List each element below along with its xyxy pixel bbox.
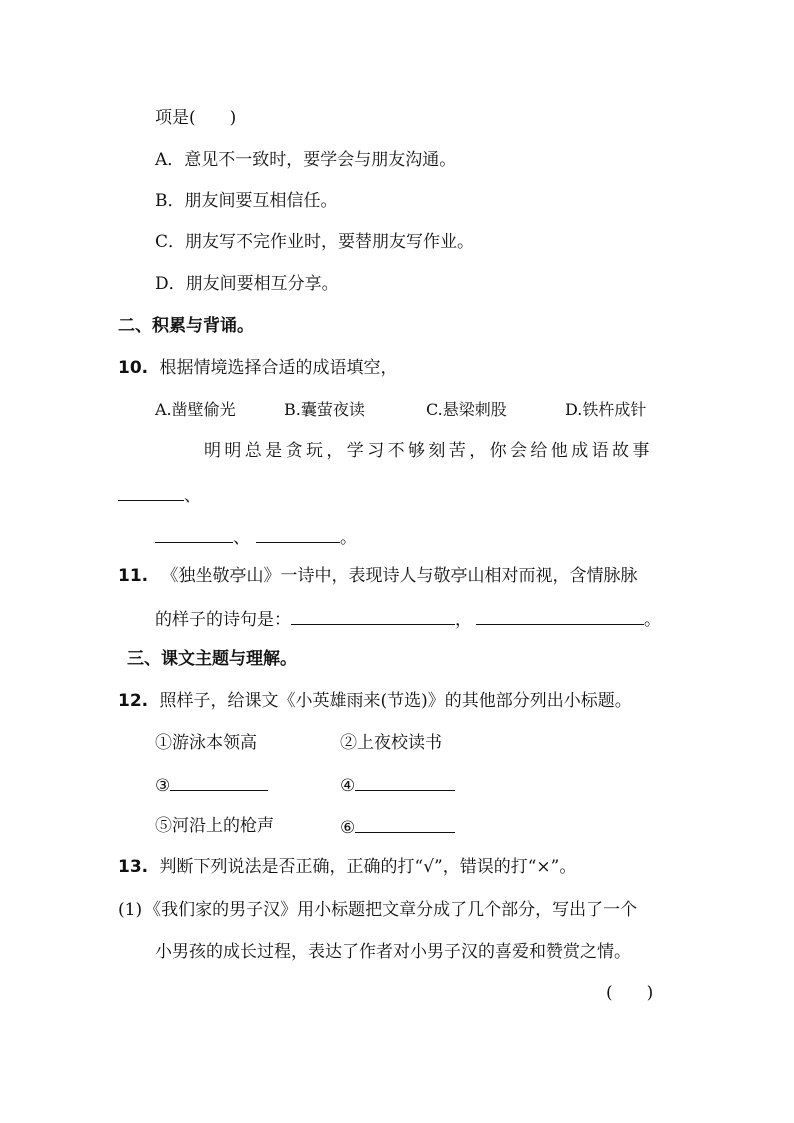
q12-item-4: ④ — [340, 776, 356, 796]
q10-choice-c: C.悬梁刺股 — [426, 400, 507, 419]
q9-option-c: C．朋友写不完作业时，要替朋友写作业。 — [155, 232, 475, 252]
q13-sub1-line-1 — [118, 900, 637, 920]
q11-number: 11. — [118, 566, 149, 586]
q12-blank-6[interactable] — [355, 816, 455, 833]
q13-sub1-answer-bracket[interactable]: ( ) — [606, 983, 654, 1003]
q11-blank-1[interactable] — [291, 608, 455, 625]
section-3-title: 三、课文主题与理解。 — [127, 649, 297, 669]
q10-choice-d: D.铁杵成针 — [565, 400, 647, 419]
q12-item-2: ②上夜校读书 — [340, 733, 442, 753]
q10-separator-2: 、 — [233, 528, 250, 548]
q12-blank-3[interactable] — [170, 774, 268, 791]
q10-blank-line-1 — [118, 484, 201, 506]
q11-blank-2[interactable] — [476, 608, 644, 625]
q11-end-mark: 。 — [644, 610, 661, 630]
q12-number: 12. — [118, 691, 149, 711]
q10-prompt: 根据情境选择合适的成语填空， — [159, 358, 398, 378]
q13-number: 13. — [118, 857, 149, 877]
q9-option-a: A．意见不一致时，要学会与朋友沟通。 — [155, 150, 457, 170]
section-2-title: 二、积累与背诵。 — [118, 316, 254, 336]
q10-line — [118, 358, 398, 378]
q13-sub1-number: (1) — [118, 900, 143, 920]
q11-text-1: 《独坐敬亭山》一诗中，表现诗人与敬亭山相对而视，含情脉脉 — [161, 566, 638, 586]
q10-choice-b: B.囊萤夜读 — [284, 400, 365, 419]
q11-text-2: 的样子的诗句是： — [155, 610, 291, 630]
q13-sub1-text-1: 《我们家的男子汉》用小标题把文章分成了几个部分，写出了一个 — [144, 900, 638, 920]
q12-item-3-line — [155, 774, 268, 796]
q10-blank-line-2 — [155, 526, 357, 548]
q11-comma: ， — [455, 610, 472, 630]
q10-separator-1: 、 — [184, 486, 201, 506]
q9-option-d: D．朋友间要相互分享。 — [155, 274, 339, 294]
q12-item-6: ⑥ — [340, 818, 356, 838]
q10-end-mark: 。 — [340, 528, 357, 548]
q12-item-6-line — [340, 816, 455, 838]
q10-scenario: 明明总是贪玩，学习不够刻苦，你会给他成语故事 — [204, 441, 653, 461]
q12-item-4-line — [340, 774, 455, 796]
q9-option-b: B．朋友间要互相信任。 — [155, 191, 338, 211]
q13-line — [118, 857, 576, 877]
q12-line — [118, 691, 632, 711]
q13-sub1-text-2: 小男孩的成长过程，表达了作者对小男子汉的喜爱和赞赏之情。 — [155, 942, 631, 962]
q12-prompt: 照样子，给课文《小英雄雨来(节选)》的其他部分列出小标题。 — [159, 691, 632, 711]
q11-line-1 — [118, 566, 638, 586]
q10-number: 10. — [118, 358, 149, 378]
q10-choice-a: A.凿壁偷光 — [155, 400, 236, 419]
q10-blank-2[interactable] — [155, 526, 233, 543]
q13-prompt: 判断下列说法是否正确，正确的打“√”，错误的打“×”。 — [159, 857, 577, 877]
q12-blank-4[interactable] — [355, 774, 455, 791]
q12-item-3: ③ — [155, 776, 171, 796]
q9-stem-end: 项是( ) — [155, 108, 237, 128]
q10-blank-1[interactable] — [118, 484, 184, 501]
q12-item-5: ⑤河沿上的枪声 — [155, 816, 274, 836]
q10-blank-3[interactable] — [256, 526, 340, 543]
q12-item-1: ①游泳本领高 — [155, 733, 257, 753]
q11-line-2 — [155, 608, 661, 630]
